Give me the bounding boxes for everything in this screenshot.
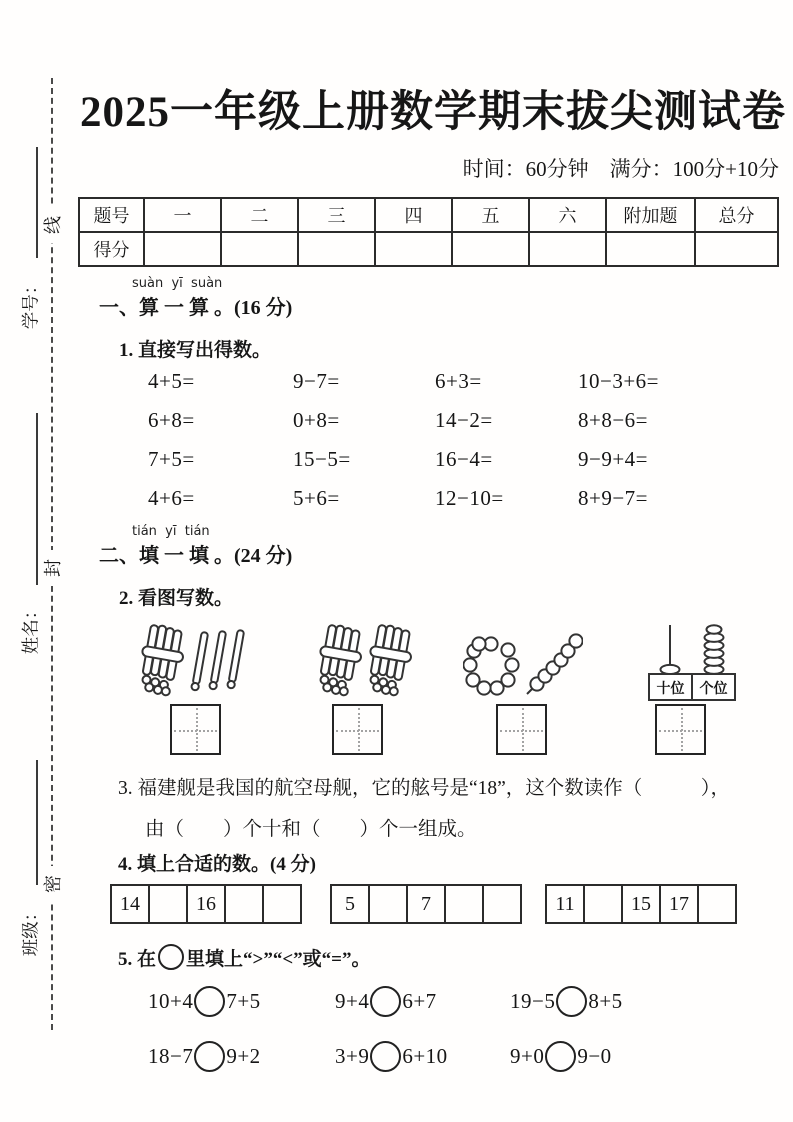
beads-ring-and-chain-image — [463, 632, 583, 698]
number-sequence-table — [545, 884, 737, 924]
sequence-cell: 7 — [408, 886, 446, 922]
score-header-cell: 五 — [452, 198, 529, 232]
sequence-cell: 16 — [188, 886, 226, 922]
score-table-score-row — [79, 232, 778, 266]
sequence-cell — [150, 886, 188, 922]
comparison-left: 18−7 — [148, 1044, 194, 1068]
q1-problems — [148, 369, 659, 511]
comparison-left: 3+9 — [335, 1044, 370, 1068]
math-problem: 4+5= — [148, 369, 195, 393]
comparison-right: 7+5 — [226, 989, 261, 1013]
comparison-row — [148, 1041, 612, 1072]
q3-text-line1: 3. 福建舰是我国的航空母舰，它的舷号是“18”，这个数读作（ ）， — [118, 778, 731, 799]
sequence-cell — [699, 886, 735, 922]
comparison-circle — [556, 986, 587, 1017]
answer-grid-box — [655, 704, 706, 755]
score-header-cell: 总分 — [695, 198, 778, 232]
q5-label — [118, 944, 371, 971]
math-problem: 7+5= — [148, 447, 195, 471]
q1-label: 1. 直接写出得数。 — [119, 340, 272, 361]
comparison-circle — [370, 986, 401, 1017]
score-cell — [221, 232, 298, 266]
comparison-left: 10+4 — [148, 989, 194, 1013]
class-blank-line — [36, 760, 38, 885]
abacus-tens-label: 十位 — [656, 682, 685, 697]
seal-char-mi: 密 — [39, 866, 65, 902]
comparison-left: 9+4 — [335, 989, 370, 1013]
math-problem: 6+8= — [148, 408, 195, 432]
student-id-label: 学号： — [20, 276, 41, 330]
sequence-cell — [585, 886, 623, 922]
sequence-cell: 5 — [332, 886, 370, 922]
math-problem: 6+3= — [435, 369, 482, 393]
sequence-cell — [226, 886, 264, 922]
section2-pinyin: tián yī tián — [132, 524, 210, 539]
comparison-item — [335, 1041, 510, 1072]
score-cell — [452, 232, 529, 266]
comparison-left: 19−5 — [510, 989, 556, 1013]
math-problem: 10−3+6= — [578, 369, 660, 393]
sequence-cell: 14 — [112, 886, 150, 922]
score-cell — [375, 232, 452, 266]
math-problem: 16−4= — [435, 447, 493, 471]
math-problem: 4+6= — [148, 486, 195, 510]
q4-label: 4. 填上合适的数。(4 分) — [118, 854, 316, 875]
score-table — [78, 197, 779, 267]
comparison-right: 8+5 — [588, 989, 623, 1013]
score-header-cell: 附加题 — [606, 198, 695, 232]
number-sequence-table — [110, 884, 302, 924]
math-problem: 14−2= — [435, 408, 493, 432]
seal-char-feng: 封 — [39, 550, 65, 586]
comparison-row — [148, 986, 623, 1017]
comparison-item — [510, 986, 623, 1017]
score-cell — [606, 232, 695, 266]
student-id-blank-line — [36, 147, 38, 258]
comparison-circle-icon — [158, 944, 184, 970]
time-score-info: 时间：60分钟 满分：100分+10分 — [462, 157, 779, 181]
sequence-cell — [370, 886, 408, 922]
score-cell — [144, 232, 221, 266]
q5-label-prefix: 5. 在 — [118, 949, 157, 970]
comparison-circle — [370, 1041, 401, 1072]
score-header-cell: 二 — [221, 198, 298, 232]
sequence-cell — [264, 886, 300, 922]
section1-heading: 一、算 一 算 。(16 分) — [99, 297, 293, 319]
comparison-item — [510, 1041, 612, 1072]
sequence-cell — [446, 886, 484, 922]
comparison-item — [148, 986, 335, 1017]
math-problem: 15−5= — [293, 447, 351, 471]
score-header-cell: 三 — [298, 198, 375, 232]
score-header-cell: 六 — [529, 198, 606, 232]
sequence-cell: 11 — [547, 886, 585, 922]
math-problem: 5+6= — [293, 486, 340, 510]
seal-char-xian: 线 — [39, 207, 65, 243]
comparison-circle — [545, 1041, 576, 1072]
comparison-item — [335, 986, 510, 1017]
comparison-circle — [194, 986, 225, 1017]
abacus-ones-label: 个位 — [699, 682, 728, 697]
score-table-header-row — [79, 198, 778, 232]
score-header-cell: 一 — [144, 198, 221, 232]
q5-label-suffix: 里填上“>”“<”或“=”。 — [186, 949, 371, 970]
q2-label: 2. 看图写数。 — [119, 588, 234, 609]
comparison-left: 9+0 — [510, 1044, 545, 1068]
score-cell — [695, 232, 778, 266]
section2-heading: 二、填 一 填 。(24 分) — [99, 545, 293, 567]
math-problem: 0+8= — [293, 408, 340, 432]
sticks-two-bundles-image — [316, 624, 416, 704]
math-problem: 9−9+4= — [578, 447, 649, 471]
comparison-right: 6+10 — [402, 1044, 448, 1068]
sequence-cell: 15 — [623, 886, 661, 922]
section1-pinyin: suàn yī suàn — [132, 276, 223, 291]
score-header-cell: 题号 — [79, 198, 144, 232]
class-label: 班级： — [20, 903, 41, 957]
score-row-label: 得分 — [79, 232, 144, 266]
score-header-cell: 四 — [375, 198, 452, 232]
name-blank-line — [36, 413, 38, 585]
comparison-circle — [194, 1041, 225, 1072]
math-problem: 8+8−6= — [578, 408, 649, 432]
answer-grid-box — [496, 704, 547, 755]
comparison-item — [148, 1041, 335, 1072]
math-problem: 12−10= — [435, 486, 504, 510]
comparison-right: 9−0 — [577, 1044, 612, 1068]
number-sequence-table — [330, 884, 522, 924]
name-label: 姓名： — [20, 601, 41, 655]
q3-text-line2: 由（ ）个十和（ ）个一组成。 — [145, 819, 477, 840]
q2-picture-zone — [78, 620, 779, 760]
math-problem: 9−7= — [293, 369, 340, 393]
score-cell — [529, 232, 606, 266]
comparison-right: 6+7 — [402, 989, 437, 1013]
answer-grid-box — [332, 704, 383, 755]
math-problem: 8+9−7= — [578, 486, 649, 510]
score-cell — [298, 232, 375, 266]
sequence-cell — [484, 886, 520, 922]
comparison-right: 9+2 — [226, 1044, 261, 1068]
abacus-image — [648, 622, 738, 702]
sequence-cell: 17 — [661, 886, 699, 922]
paper-title: 2025一年级上册数学期末拔尖测试卷 — [80, 89, 786, 136]
answer-grid-box — [170, 704, 221, 755]
sticks-bundle-and-three-image — [138, 624, 250, 704]
